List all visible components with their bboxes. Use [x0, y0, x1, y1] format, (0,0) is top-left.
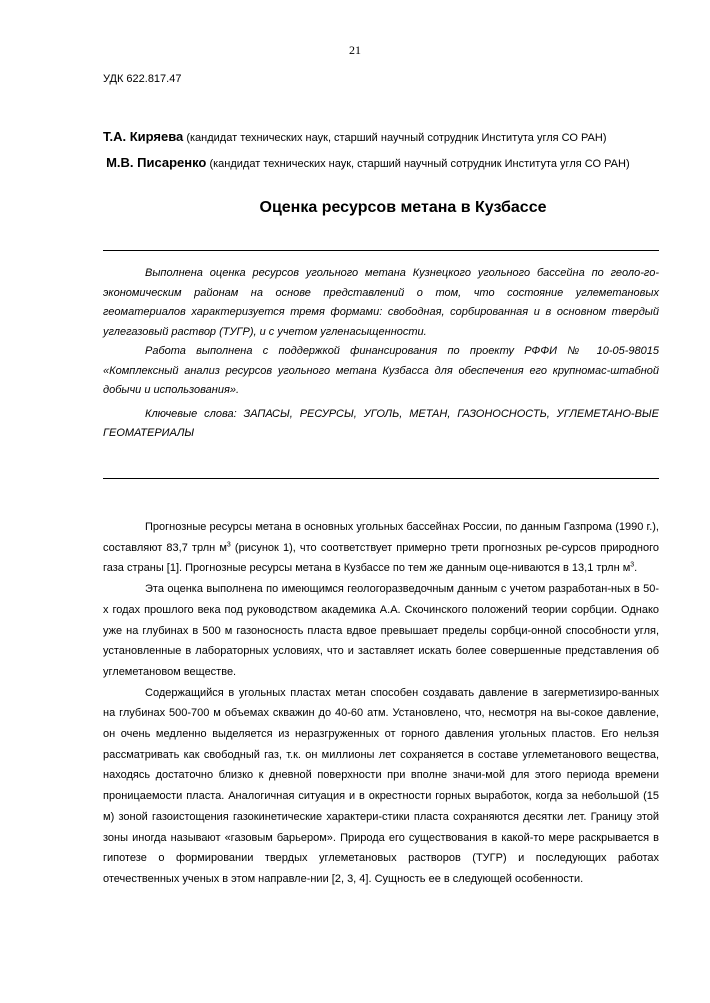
superscript-3: 3	[226, 541, 231, 549]
abstract	[103, 264, 659, 444]
superscript-3: 3	[630, 561, 635, 569]
author-1-name: Т.А. Киряева	[103, 129, 184, 144]
author-2-info: (кандидат технических наук, старший научный сотрудник Института угля СО РАН)	[209, 158, 630, 170]
funding-paragraph: Работа выполнена с поддержкой финансирования по проекту РФФИ № 10-05-98015 «Комплексный анализ ресурсов угольного метана Кузбасса для обеспечения его крупномас-штабной добычи и использования».	[103, 345, 659, 396]
author-2-name: М.В. Писаренко	[106, 155, 207, 170]
udk-code: УДК 622.817.47	[103, 73, 182, 85]
page-number: 21	[349, 43, 361, 57]
paper-title: Оценка ресурсов метана в Кузбассе	[259, 199, 547, 216]
body-text	[103, 517, 659, 890]
body-p1-part-b: (рисунок 1), что соответствует примерно трети прогнозных ре-сурсов природного газа страны [1]. Прогнозные ресурсы метана в Кузбассе по тем же данным оце-ниваются в 13,1 трлн м	[103, 541, 660, 575]
author-1	[103, 125, 659, 150]
body-p1-part-c: .	[634, 562, 638, 575]
body-paragraph-2: Эта оценка выполнена по имеющимся геологоразведочным данным с учетом разработан-ных в 50-х годах прошлого века под руководством академика А.А. Скочинского положений теории сорбции. Однако уже на глубинах в 500 м газоносность пласта вдвое превышает пределы сорбци-онной способности угля, установленные в лабораторных условиях, что и заставляет искать более совершенные представления об углеметановом веществе.	[103, 583, 659, 678]
divider-bottom	[103, 478, 659, 479]
keywords-paragraph: Ключевые слова: ЗАПАСЫ, РЕСУРСЫ, УГОЛЬ, МЕТАН, ГАЗОНОСНОСТЬ, УГЛЕМЕТАНО-ВЫЕ ГЕОМАТЕРИАЛЫ	[103, 407, 659, 439]
author-2	[103, 151, 659, 176]
author-1-info: (кандидат технических наук, старший научный сотрудник Института угля СО РАН)	[186, 132, 607, 144]
body-paragraph-1	[103, 517, 659, 579]
body-p1-part-a: Прогнозные ресурсы метана в основных угольных бассейнах России, по данным Газпрома (1990 г.), составляют 83,7 трлн м	[103, 521, 659, 554]
body-paragraph-3: Содержащийся в угольных пластах метан способен создавать давление в загерметизиро-ванных на глубинах 500-700 м объемах скважин до 40-60 атм. Установлено, что, несмотря на вы-сокое давление, он очень медленно выделяется из неразгруженных от горного давления угольных пластов. Его нельзя рассматривать как свободный газ, т.к. он миллионы лет сохраняется в составе углеметанового вещества, находясь достаточно близко к дневной поверхности при вполне значи-мой для этого периода времени проницаемости пласта. Аналогичная ситуация и в окрестности горных выработок, когда за небольшой (15 м) зоной газоистощения газокинетические характери-стики пласта сохраняются десятки лет. Границу этой зоны иногда называют «газовым барьером». Природа его существования в какой-то мере раскрывается в гипотезе о формировании твердых углеметановых растворов (ТУГР) и последующих работах отечественных ученых в этом направле-нии [2, 3, 4]. Сущность ее в следующей особенности.	[103, 686, 659, 885]
abstract-paragraph: Выполнена оценка ресурсов угольного метана Кузнецкого угольного бассейна по геоло-го-экономическим районам на основе представлений о том, что состояние углеметановых геоматериалов характеризуется тремя формами: свободная, сорбированная и в основном твердый углегазовый раствор (ТУГР), и с учетом угленасыщенности.	[103, 267, 659, 338]
divider-top	[103, 250, 659, 251]
